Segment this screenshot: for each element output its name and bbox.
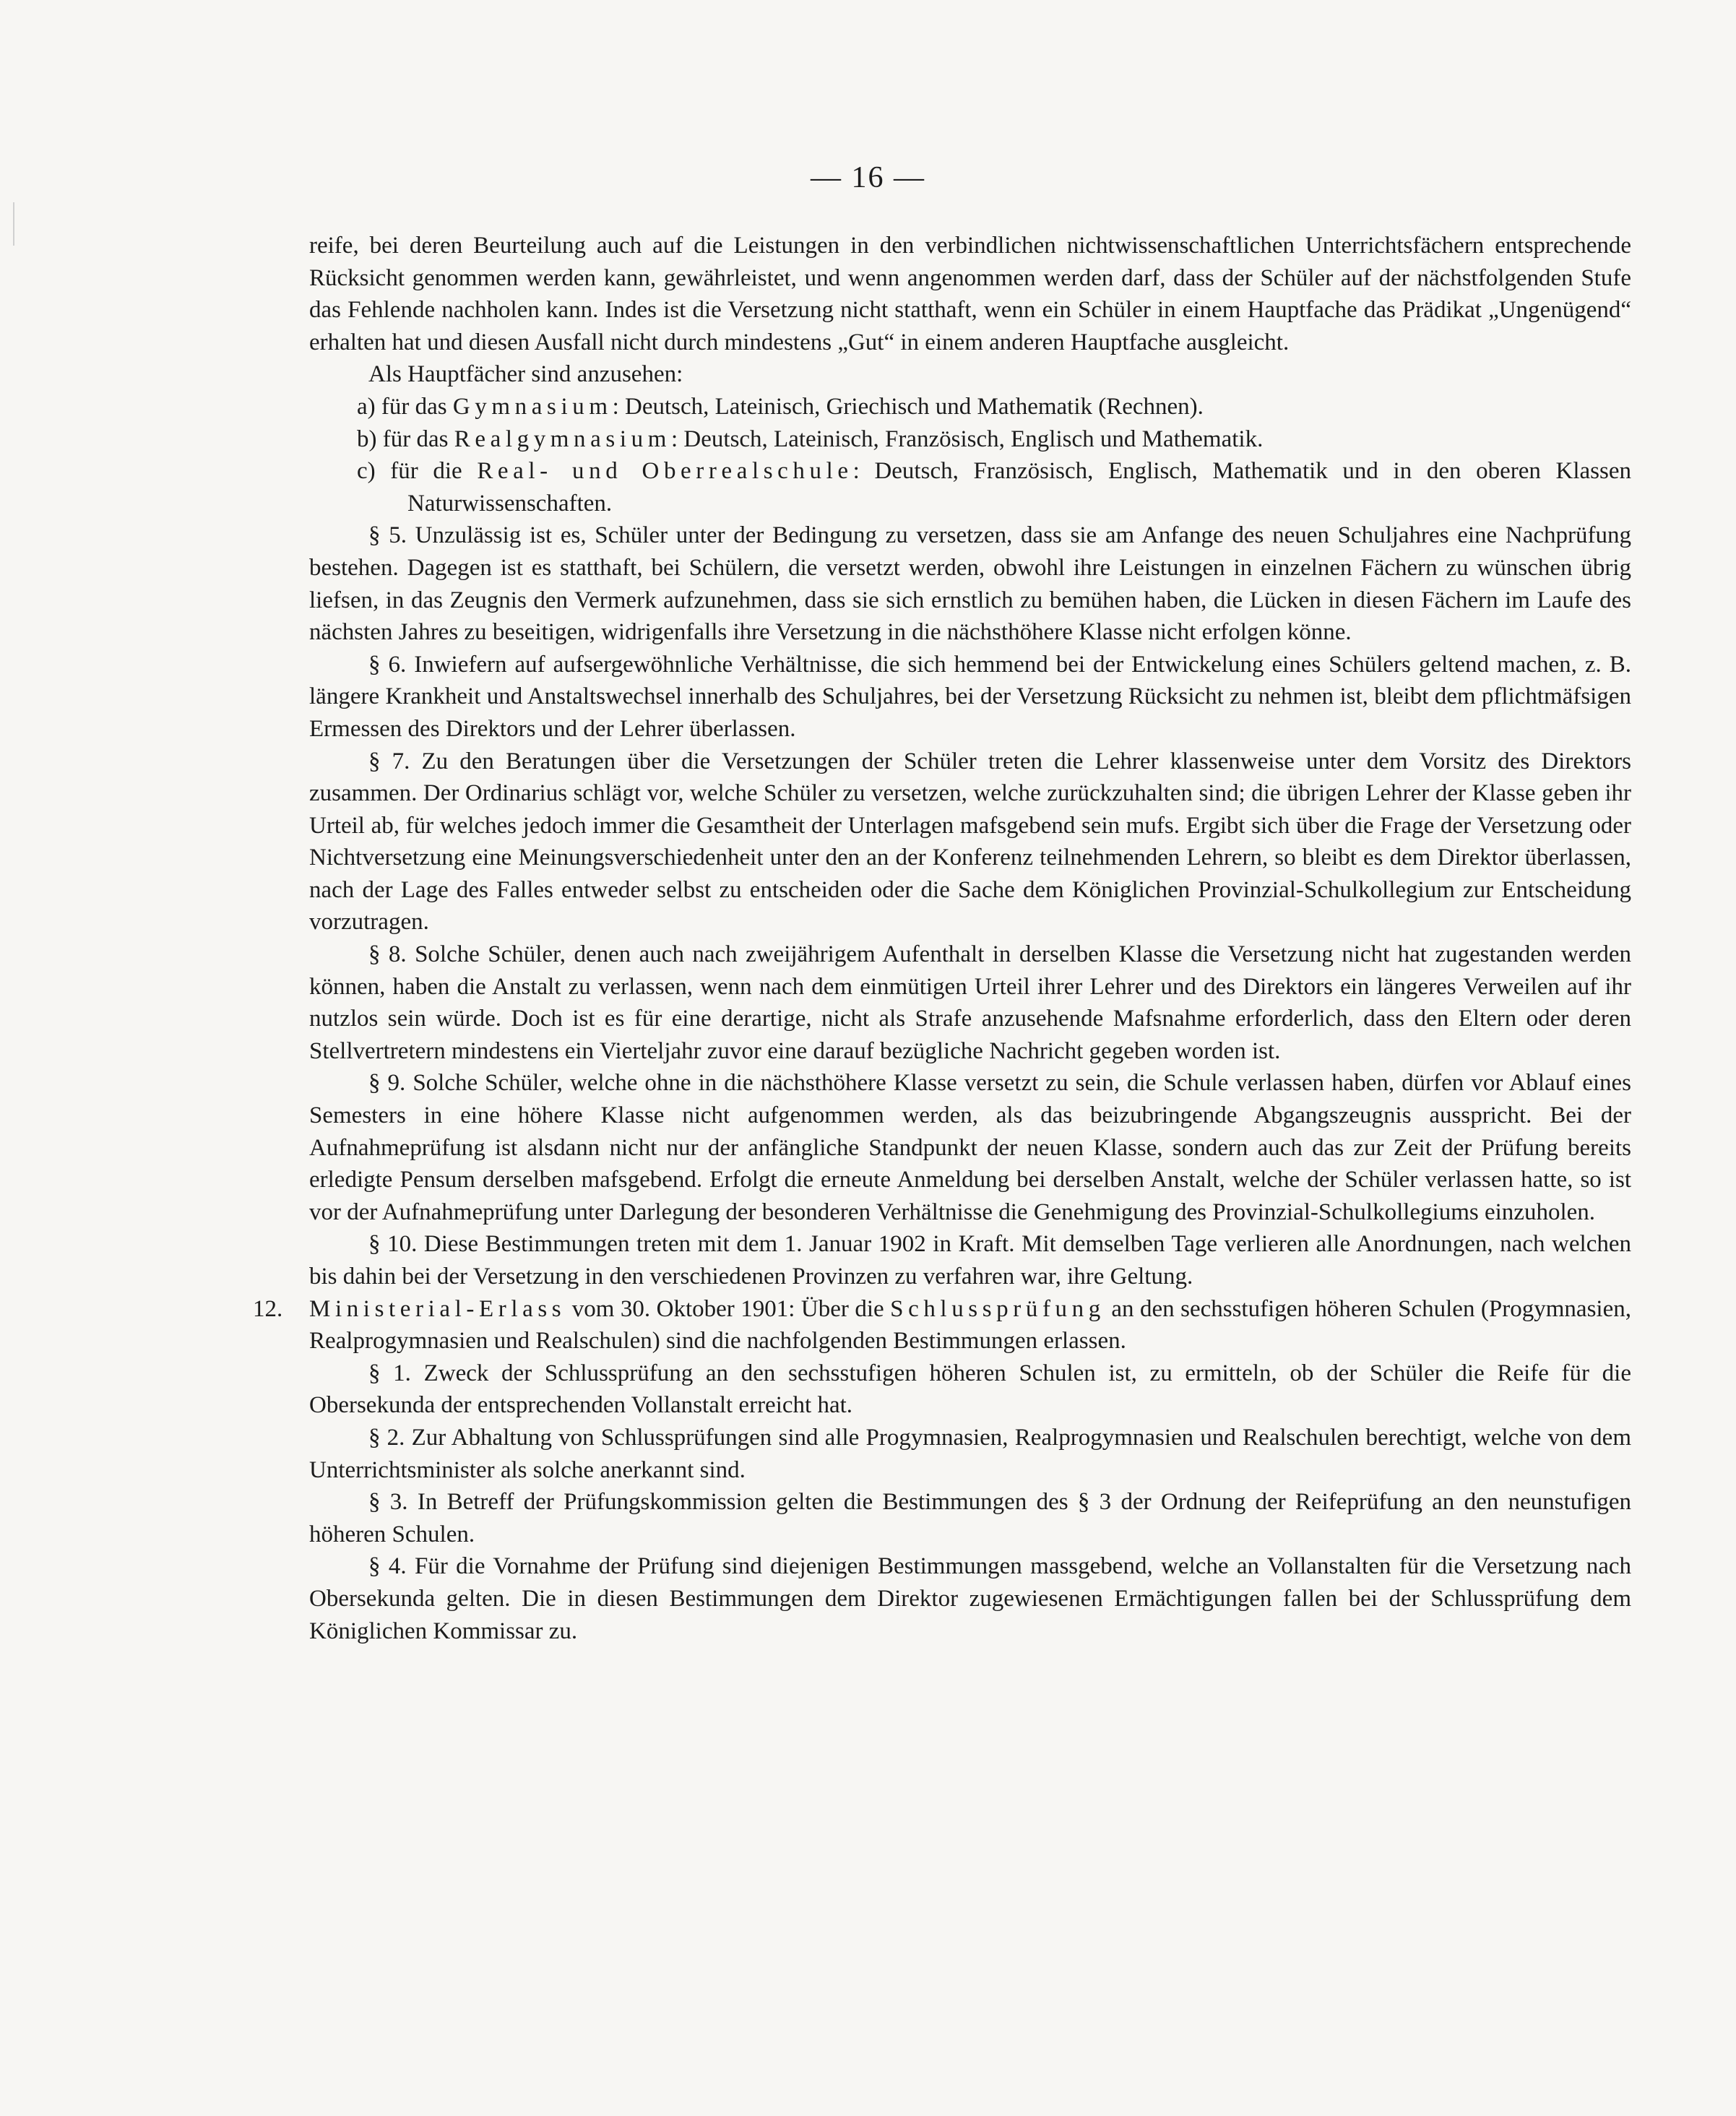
paragraph-s7: § 7. Zu den Beratungen über die Versetzungen der Schüler treten die Lehrer klassenweise unter dem Vorsitz des Direktors zusammen. Der Ordinarius schlägt vor, welche Schüler zu versetzen, welche zurückzuhalten sind; die übrigen Lehrer der Klasse geben ihr Urteil ab, für welches jedoch immer die Gesamtheit der Unterlagen mafsgebend sein mufs. Ergibt sich über die Frage der Versetzung oder Nichtversetzung eine Meinungsverschiedenheit unter den an der Konferenz teilnehmenden Lehrern, so bleibt es dem Direktor überlassen, nach der Lage des Falles entweder selbst zu entscheiden oder die Sache dem Königlichen Provinzial-Schulkollegium zur Entscheidung vorzutragen. (309, 748, 1631, 936)
intro-paragraph: reife, bei deren Beurteilung auch auf die Leistungen in den verbindlichen nichtwissenschaftlichen Unterrichtsfächern entsprechende Rücksicht genommen werden kann, gewährleistet, und wenn angenommen werden darf, dass der Schüler auf der nächstfolgenden Stufe das Fehlende nachholen kann. Indes ist die Versetzung nicht statthaft, wenn ein Schüler in einem Hauptfache das Prädikat „Ungenügend“ erhalten hat und diesen Ausfall nicht durch mindestens „Gut“ in einem anderen Hauptfache ausgleicht. (309, 233, 1631, 355)
entry12-s2: § 2. Zur Abhaltung von Schlussprüfungen sind alle Progymnasien, Realprogymnasien und Realschulen berechtigt, welche von dem Unterrichtsminister als solche anerkannt sind. (309, 1424, 1631, 1483)
page-number: — 16 — (811, 161, 925, 194)
paragraph-s10: § 10. Diese Bestimmungen treten mit dem 1. Januar 1902 in Kraft. Mit demselben Tage verlieren alle Anordnungen, nach welchen bis dahin bei der Versetzung in den verschiedenen Provinzen zu verfahren war, ihre Geltung. (309, 1231, 1631, 1290)
decree-subject: Schlussprüfung (890, 1295, 1105, 1322)
hauptfaecher-intro: Als Hauptfächer sind anzusehen: (368, 361, 683, 388)
entry-12-heading: 12. Ministerial-Erlass vom 30. Oktober 1901: Über die Schlussprüfung an den sechsstufigen höheren Schulen (Progymnasien, Realprogymnasien und Realschulen) sind die nachfolgenden Bestimmungen erlassen. (309, 1293, 1631, 1357)
paragraph-s5: § 5. Unzulässig ist es, Schüler unter der Bedingung zu versetzen, dass sie am Anfange des neuen Schuljahres eine Nachprüfung bestehen. Dagegen ist es statthaft, bei Schülern, die versetzt werden, obwohl ihre Leistungen in einzelnen Fächern zu wünschen übrig liefsen, in das Zeugnis den Vermerk aufzunehmen, dass sie sich ernstlich zu bemühen haben, die Lücken in diesen Fächern im Laufe des nächsten Jahres zu beseitigen, widrigenfalls ihre Versetzung in die nächsthöhere Klasse nicht erfolgen könne. (309, 522, 1631, 646)
scan-edge-mark (13, 202, 14, 246)
entry12-s3: § 3. In Betreff der Prüfungskommission gelten die Bestimmungen des § 3 der Ordnung der Reifeprüfung an den neunstufigen höheren Schulen. (309, 1489, 1631, 1547)
entry-number: 12. (253, 1295, 283, 1322)
page-body (253, 230, 1631, 1647)
decree-title: Ministerial-Erlass (309, 1295, 566, 1322)
list-item-a: a) für das Gymnasium: Deutsch, Lateinisch, Griechisch und Mathematik (Rechnen). (357, 393, 1204, 420)
paragraph-s9: § 9. Solche Schüler, welche ohne in die nächsthöhere Klasse versetzt zu sein, die Schule verlassen haben, dürfen vor Ablauf eines Semesters in eine höhere Klasse nicht aufgenommen werden, als das beizubringende Abgangszeugnis ausspricht. Bei der Aufnahmeprüfung ist alsdann nicht nur der anfängliche Standpunkt der neuen Klasse, sondern auch das zur Zeit der Prüfung bereits erledigte Pensum derselben mafsgebend. Erfolgt die erneute Anmeldung bei derselben Anstalt, welche der Schüler verlassen hatte, so ist vor der Aufnahmeprüfung unter Darlegung der besonderen Verhältnisse die Genehmigung des Provinzial-Schulkollegiums einzuholen. (309, 1070, 1631, 1225)
paragraph-s8: § 8. Solche Schüler, denen auch nach zweijährigem Aufenthalt in derselben Klasse die Versetzung nicht hat zugestanden werden können, haben die Anstalt zu verlassen, wenn nach dem einmütigen Urteil ihrer Lehrer und des Direktors ein längeres Verweilen auf ihr nutzlos sein würde. Doch ist es für eine derartige, nicht als Strafe anzusehende Mafsnahme erforderlich, dass den Eltern oder deren Stellvertretern mindestens ein Vierteljahr zuvor eine darauf bezügliche Nachricht gegeben worden ist. (309, 941, 1631, 1064)
school-type: Realgymnasium (454, 426, 671, 452)
list-item-b: b) für das Realgymnasium: Deutsch, Lateinisch, Französisch, Englisch und Mathematik. (357, 426, 1264, 452)
school-type: Real- und Oberrealschule (477, 458, 853, 485)
entry12-s4: § 4. Für die Vornahme der Prüfung sind diejenigen Bestimmungen massgebend, welche an Vollanstalten für die Versetzung nach Obersekunda gelten. Die in diesen Bestimmungen dem Direktor zugewiesenen Ermächtigungen fallen bei der Schlussprüfung dem Königlichen Kommissar zu. (309, 1553, 1631, 1644)
list-item-c: c) für die Real- und Oberrealschule: Deutsch, Französisch, Englisch, Mathematik und in den oberen Klassen Naturwissenschaften. (357, 458, 1631, 517)
paragraph-s6: § 6. Inwiefern auf aufsergewöhnliche Verhältnisse, die sich hemmend bei der Entwickelung eines Schülers geltend machen, z. B. längere Krankheit und Anstaltswechsel innerhalb des Schuljahres, bei der Versetzung Rücksicht zu nehmen ist, bleibt dem pflichtmäfsigen Ermessen des Direktors und der Lehrer überlassen. (309, 651, 1631, 742)
school-type: Gymnasium (452, 393, 613, 420)
entry12-s1: § 1. Zweck der Schlussprüfung an den sechsstufigen höheren Schulen ist, zu ermitteln, ob der Schüler die Reife für die Obersekunda der entsprechenden Vollanstalt erreicht hat. (309, 1360, 1631, 1419)
